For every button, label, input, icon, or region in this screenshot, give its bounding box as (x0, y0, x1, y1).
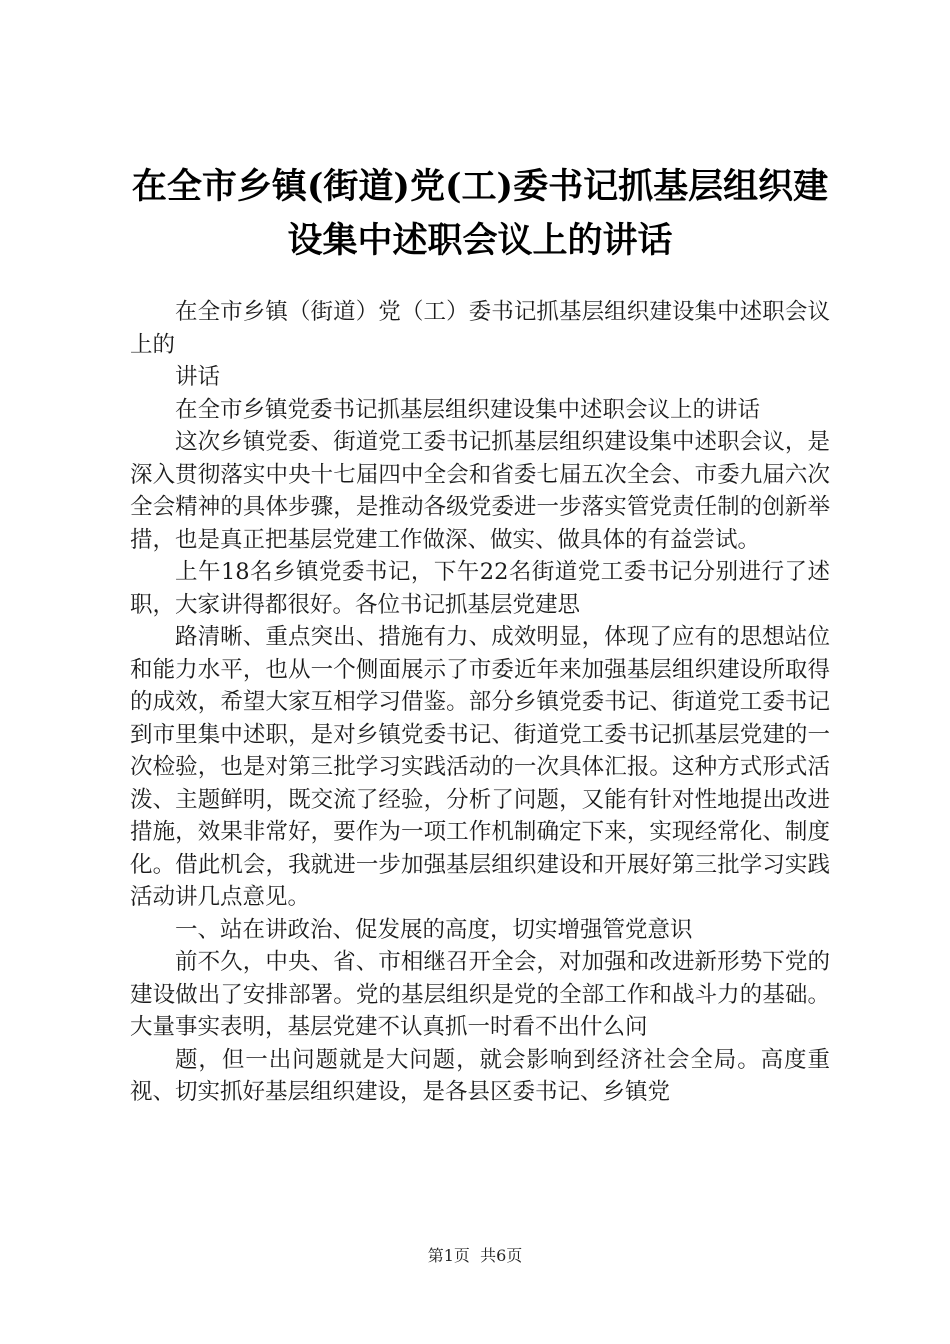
paragraph: 前不久，中央、省、市相继召开全会，对加强和改进新形势下党的建设做出了安排部署。党的基层组织是党的全部工作和战斗力的基础。大量事实表明，基层党建不认真抓一时看不出什么问 (130, 949, 830, 1040)
paragraph: 路清晰、重点突出、措施有力、成效明显，体现了应有的思想站位和能力水平，也从一个侧面展示了市委近年来加强基层组织建设所取得的成效，希望大家互相学习借鉴。部分乡镇党委书记、街道党工委书记到市里集中述职，是对乡镇党委书记、街道党工委书记抓基层党建的一次检验，也是对第三批学习实践活动的一次具体汇报。这种方式形式活泼、主题鲜明，既交流了经验，分析了问题，又能有针对性地提出改进措施，效果非常好，要作为一项工作机制确定下来，实现经常化、制度化。借此机会，我就进一步加强基层组织建设和开展好第三批学习实践活动讲几点意见。 (130, 624, 830, 910)
document-body (130, 296, 830, 1109)
section-heading: 一、站在讲政治、促发展的高度，切实增强管党意识 (175, 916, 693, 943)
paragraph: 题，但一出问题就是大问题，就会影响到经济社会全局。高度重视、切实抓好基层组织建设，是各县区委书记、乡镇党 (130, 1046, 830, 1105)
title-line-1: 在全市乡镇(街道)党(工)委书记抓基层组织建 (131, 166, 829, 207)
paragraph-subtitle: 在全市乡镇（街道）党（工）委书记抓基层组织建设集中述职会议上的 (130, 299, 830, 358)
paragraph: 这次乡镇党委、街道党工委书记抓基层组织建设集中述职会议，是深入贯彻落实中央十七届四中全会和省委七届五次全会、市委九届六次全会精神的具体步骤，是推动各级党委进一步落实管党责任制的创新举措，也是真正把基层党建工作做深、做实、做具体的有益尝试。 (130, 429, 830, 553)
paragraph-subtitle-cont: 讲话 (175, 364, 221, 390)
paragraph-heading: 在全市乡镇党委书记抓基层组织建设集中述职会议上的讲话 (175, 396, 761, 423)
page-footer: 第1页 共6页 (427, 1246, 523, 1265)
document-title (120, 160, 840, 268)
title-line-2: 设集中述职会议上的讲话 (287, 220, 673, 261)
paragraph: 上午18名乡镇党委书记，下午22名街道党工委书记分别进行了述职，大家讲得都很好。各位书记抓基层党建思 (130, 559, 830, 618)
